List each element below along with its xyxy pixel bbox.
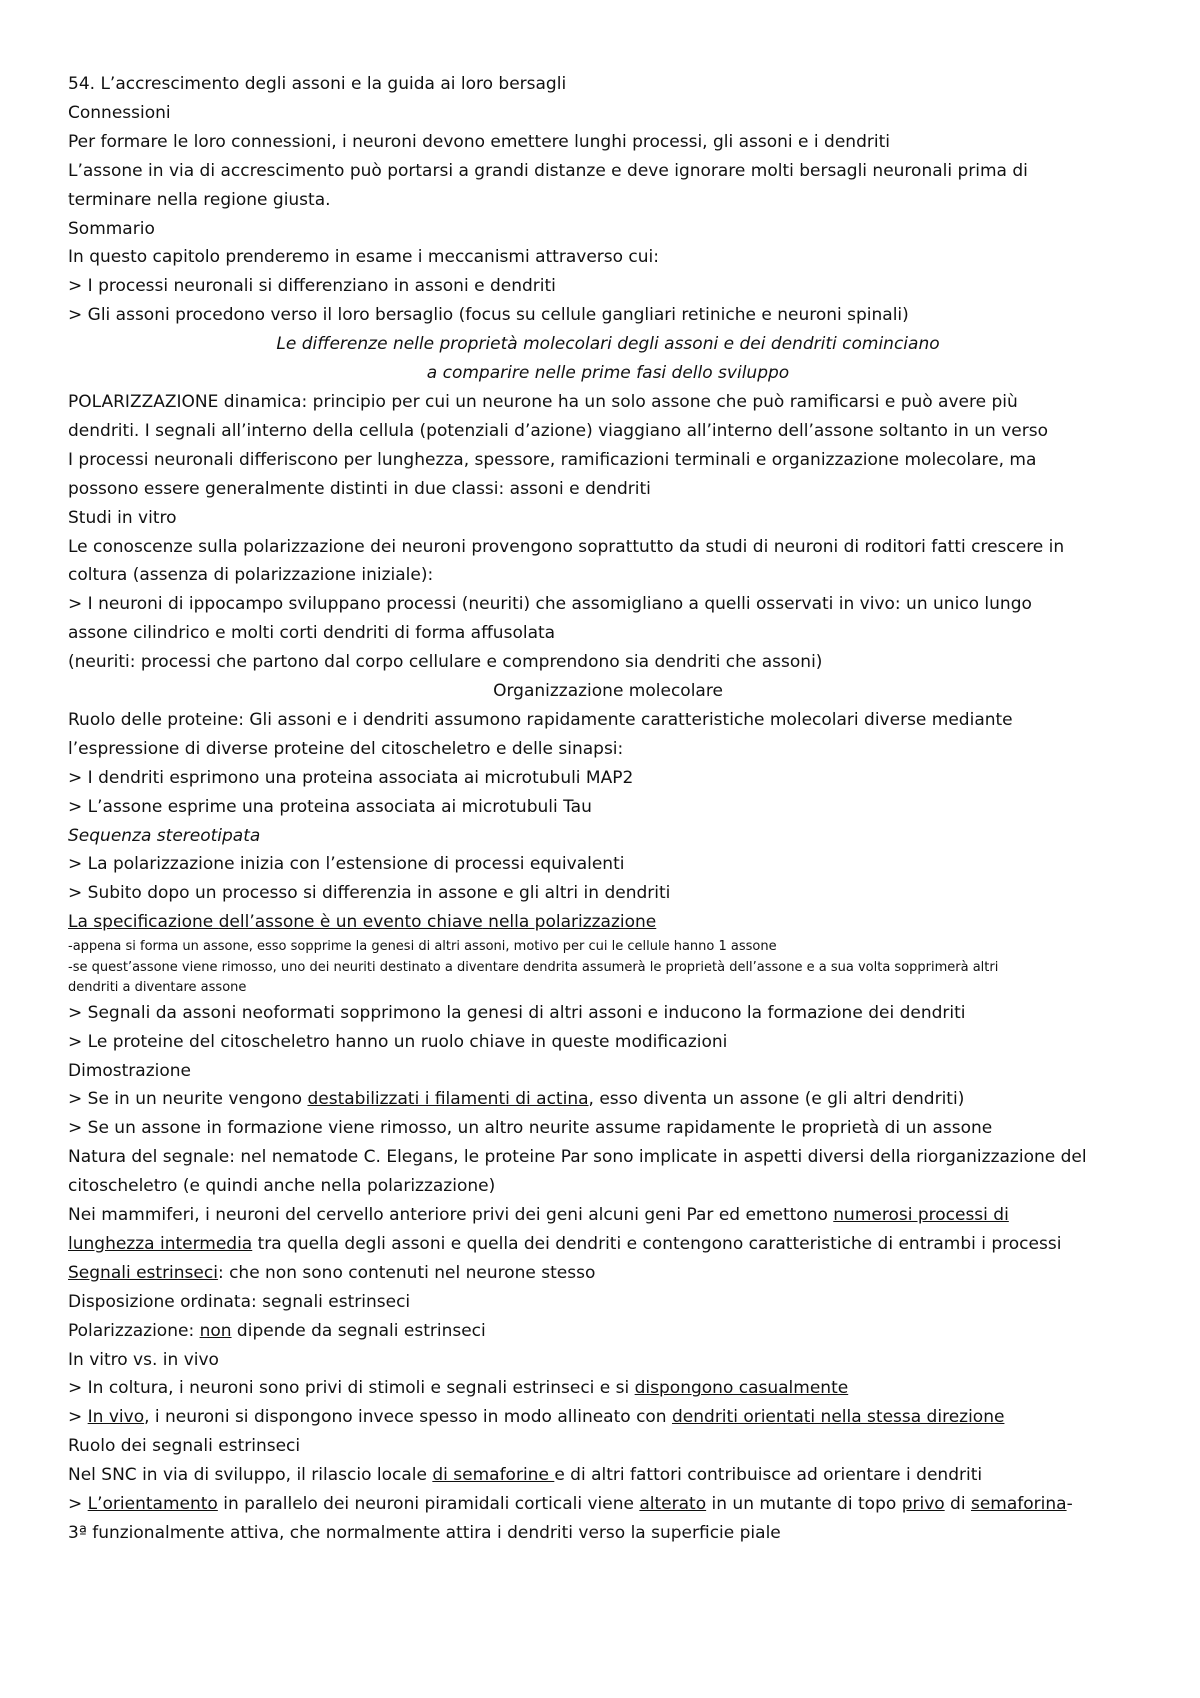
- text-line: [68, 186, 1148, 215]
- text-line: [68, 475, 1148, 504]
- text-run: l’espressione di diverse proteine del citoscheletro e delle sinapsi:: [68, 738, 624, 759]
- document-body: [68, 70, 1148, 1548]
- text-run: In vivo: [87, 1407, 145, 1428]
- text-line: [68, 243, 1148, 272]
- text-run: (neuriti): [461, 594, 531, 615]
- text-run: destabilizzati i filamenti di actina: [307, 1089, 589, 1110]
- text-line: [68, 1490, 1148, 1519]
- text-run: In questo capitolo prenderemo in esame i meccanismi attraverso cui:: [68, 247, 659, 268]
- text-line: [68, 908, 1148, 937]
- text-line: [68, 1403, 1148, 1432]
- text-run: di: [944, 1494, 971, 1515]
- text-run: Per formare le loro connessioni, i neuroni devono emettere lunghi processi,: [68, 131, 713, 152]
- text-line: [68, 533, 1148, 562]
- text-line: [68, 850, 1148, 879]
- text-run: Studi in vitro: [68, 507, 177, 528]
- text-line: [68, 99, 1148, 128]
- text-line: [68, 619, 1148, 648]
- text-run: dendriti: [584, 478, 651, 499]
- text-line: [68, 359, 1148, 388]
- text-line: [68, 764, 1148, 793]
- text-line: [68, 879, 1148, 908]
- text-run: dendriti: [98, 767, 164, 788]
- text-line: [68, 1172, 1148, 1201]
- text-run: proteine del citoscheletro: [112, 1031, 330, 1052]
- text-run: > I processi neuronali si differenziano in assoni e dendriti: [68, 276, 556, 297]
- text-line: [68, 1374, 1148, 1403]
- text-line: [68, 330, 1148, 359]
- text-run: esprime una proteina associata ai microtubuli Tau: [162, 796, 592, 817]
- text-line: [68, 215, 1148, 244]
- text-run: Organizzazione molecolare: [493, 681, 723, 702]
- text-line: [68, 793, 1148, 822]
- text-run: lunghezza intermedia: [68, 1233, 253, 1254]
- text-run: di semaforine: [432, 1465, 555, 1486]
- text-run: coltura: [68, 565, 128, 586]
- text-run: assoni: [509, 478, 564, 499]
- text-run: Segnali da assoni neoformati: [87, 1002, 335, 1023]
- text-line: [68, 70, 1148, 99]
- text-line: [68, 1259, 1148, 1288]
- text-line: [68, 677, 1148, 706]
- text-line: [68, 1114, 1148, 1143]
- text-run: > Le: [68, 1031, 113, 1052]
- text-run: L’assone in via di accrescimento può portarsi a grandi distanze e deve ignorare molti bersagli neuronali prima di: [68, 160, 1028, 181]
- text-line: [68, 272, 1148, 301]
- text-run: : processi che partono dal corpo cellulare e comprendono sia dendriti che assoni): [129, 652, 823, 673]
- text-run: hanno un ruolo chiave in queste modificazioni: [329, 1031, 728, 1052]
- text-line: [68, 1317, 1148, 1346]
- text-run: possono essere generalmente distinti in due classi:: [68, 478, 510, 499]
- text-run: >: [68, 796, 88, 817]
- text-line: [68, 937, 1148, 958]
- text-run: dendriti. I segnali all’interno della cellula (potenziali d’azione) viaggiano all’interno dell’assone soltanto in un verso: [68, 420, 1048, 441]
- text-run: > Se in un neurite vengono: [68, 1089, 308, 1110]
- text-line: [68, 157, 1148, 186]
- text-run: in un mutante di topo: [706, 1494, 902, 1515]
- text-run: >: [68, 1494, 88, 1515]
- text-run: Disposizione ordinata: segnali estrinseci: [68, 1291, 411, 1312]
- text-run: Le conoscenze sulla polarizzazione dei neuroni provengono soprattutto da studi di neuroni di roditori fatti crescere in: [68, 536, 1065, 557]
- text-run: L’orientamento: [87, 1494, 218, 1515]
- text-run: Nel SNC in via di sviluppo, il rilascio locale: [68, 1465, 433, 1486]
- text-run: -appena si forma un assone, esso sopprime la genesi di altri assoni, motivo per cui le cellule hanno 1 assone: [68, 939, 777, 955]
- text-run: Dimostrazione: [68, 1060, 191, 1081]
- text-run: POLARIZZAZIONE: [68, 391, 219, 412]
- text-run: dispongono casualmente: [634, 1378, 849, 1399]
- text-line: [68, 1288, 1148, 1317]
- text-line: [68, 1519, 1148, 1548]
- text-line: [68, 822, 1148, 851]
- text-run: Connessioni: [68, 102, 171, 123]
- text-run: > Se un assone in formazione viene rimosso, un altro neurite assume rapidamente le proprietà di un assone: [68, 1118, 993, 1139]
- text-run: a comparire nelle prime fasi dello sviluppo: [426, 363, 790, 384]
- text-run: citoscheletro (e quindi anche nella polarizzazione): [68, 1176, 496, 1197]
- text-run: dipende da segnali estrinseci: [231, 1320, 486, 1341]
- text-run: -: [1066, 1494, 1073, 1515]
- text-line: [68, 978, 1148, 999]
- text-run: : che non sono contenuti nel neurone stesso: [217, 1262, 596, 1283]
- text-run: > In coltura, i neuroni sono privi di stimoli e segnali estrinseci e si: [68, 1378, 635, 1399]
- text-line: [68, 1085, 1148, 1114]
- text-run: Sequenza stereotipata: [68, 825, 261, 846]
- text-run: Ruolo dei segnali estrinseci: [68, 1436, 301, 1457]
- text-line: [68, 1057, 1148, 1086]
- text-run: che assomigliano a quelli osservati in vivo: un unico lungo: [530, 594, 1032, 615]
- text-run: dell’assone: [218, 912, 315, 933]
- text-line: [68, 1346, 1148, 1375]
- text-run: > La polarizzazione inizia con l’estensione di processi equivalenti: [68, 854, 625, 875]
- text-run: dendriti a diventare assone: [68, 980, 247, 996]
- text-run: La specificazione: [68, 912, 219, 933]
- text-run: gli assoni e i dendriti: [712, 131, 890, 152]
- text-run: -se quest’assone viene rimosso, uno dei neuriti destinato a diventare dendrita assumerà le proprietà dell’assone e a sua volta sopprimerà altri: [68, 959, 999, 975]
- text-line: [68, 735, 1148, 764]
- text-run: dinamica: principio per cui un neurone ha un solo assone che può ramificarsi e può avere più: [218, 391, 1018, 412]
- text-run: Ruolo delle proteine: Gli assoni e i dendriti assumono rapidamente caratteristiche molecolari: [68, 709, 865, 730]
- text-run: terminare nella regione giusta.: [68, 189, 331, 210]
- text-run: >: [68, 1407, 88, 1428]
- text-run: I processi neuronali differiscono per lunghezza, spessore, ramificazioni terminali e organizzazione molecolare, ma: [68, 449, 1037, 470]
- text-run: assone cilindrico e molti corti dendriti di forma affusolata: [68, 623, 556, 644]
- text-run: Le differenze nelle proprietà molecolari degli assoni e dei dendriti cominciano: [276, 334, 940, 355]
- text-run: e: [563, 478, 585, 499]
- text-run: non: [199, 1320, 232, 1341]
- text-line: [68, 999, 1148, 1028]
- text-run: >: [68, 1002, 88, 1023]
- text-run: (neuriti: [68, 652, 130, 673]
- text-line: [68, 504, 1148, 533]
- text-line: [68, 446, 1148, 475]
- text-run: > I neuroni di ippocampo sviluppano processi: [68, 594, 462, 615]
- text-line: [68, 388, 1148, 417]
- text-run: dendriti orientati nella stessa direzione: [672, 1407, 1005, 1428]
- text-line: [68, 1461, 1148, 1490]
- text-line: [68, 648, 1148, 677]
- text-run: tra quella degli assoni e quella dei dendriti e contengono caratteristiche di entrambi i processi: [252, 1233, 1062, 1254]
- text-run: e di altri fattori contribuisce ad orientare i dendriti: [554, 1465, 983, 1486]
- text-run: , i neuroni si dispongono invece spesso in modo allineato con: [144, 1407, 672, 1428]
- text-line: [68, 1143, 1148, 1172]
- text-run: semaforina: [970, 1494, 1067, 1515]
- text-run: Polarizzazione:: [68, 1320, 200, 1341]
- text-line: [68, 706, 1148, 735]
- text-line: [68, 1028, 1148, 1057]
- text-run: nella polarizzazione: [482, 912, 657, 933]
- text-run: , esso diventa un assone (e gli altri dendriti): [588, 1089, 965, 1110]
- text-run: privo: [901, 1494, 945, 1515]
- text-line: [68, 1230, 1148, 1259]
- text-run: > Subito dopo un processo si differenzia in assone e gli altri in dendriti: [68, 883, 671, 904]
- text-run: Natura del segnale: nel nematode C. Elegans, le proteine Par sono implicate in aspetti diversi della riorganizzazione del: [68, 1147, 1087, 1168]
- text-line: [68, 561, 1148, 590]
- text-run: (assenza di polarizzazione iniziale):: [127, 565, 434, 586]
- text-run: > I: [68, 767, 99, 788]
- text-line: [68, 128, 1148, 157]
- text-run: numerosi processi di: [833, 1205, 1009, 1226]
- text-line: [68, 417, 1148, 446]
- text-line: [68, 1432, 1148, 1461]
- text-run: In vitro vs. in vivo: [68, 1349, 219, 1370]
- text-run: Segnali estrinseci: [68, 1262, 218, 1283]
- text-run: Nei mammiferi, i neuroni del cervello anteriore privi dei geni alcuni geni Par ed emettono: [68, 1205, 834, 1226]
- text-run: evento chiave: [362, 912, 483, 933]
- text-run: diverse mediante: [864, 709, 1013, 730]
- text-run: esprimono una proteina associata ai microtubuli MAP2: [164, 767, 634, 788]
- text-run: è un: [314, 912, 363, 933]
- text-line: [68, 301, 1148, 330]
- text-run: alterato: [639, 1494, 707, 1515]
- text-run: L’assone: [87, 796, 163, 817]
- text-run: > Gli assoni procedono verso il loro bersaglio (focus su cellule gangliari retiniche e neuroni spinali): [68, 305, 909, 326]
- text-run: 54. L’accrescimento degli assoni e la guida ai loro bersagli: [68, 74, 567, 94]
- text-line: [68, 1201, 1148, 1230]
- text-line: [68, 590, 1148, 619]
- text-line: [68, 958, 1148, 979]
- text-run: 3ª funzionalmente attiva, che normalmente attira i dendriti verso la superficie piale: [68, 1523, 781, 1543]
- text-run: Sommario: [68, 218, 155, 239]
- text-run: in parallelo dei neuroni piramidali corticali viene: [217, 1494, 640, 1515]
- text-run: sopprimono la genesi di altri assoni e inducono la formazione dei dendriti: [334, 1002, 966, 1023]
